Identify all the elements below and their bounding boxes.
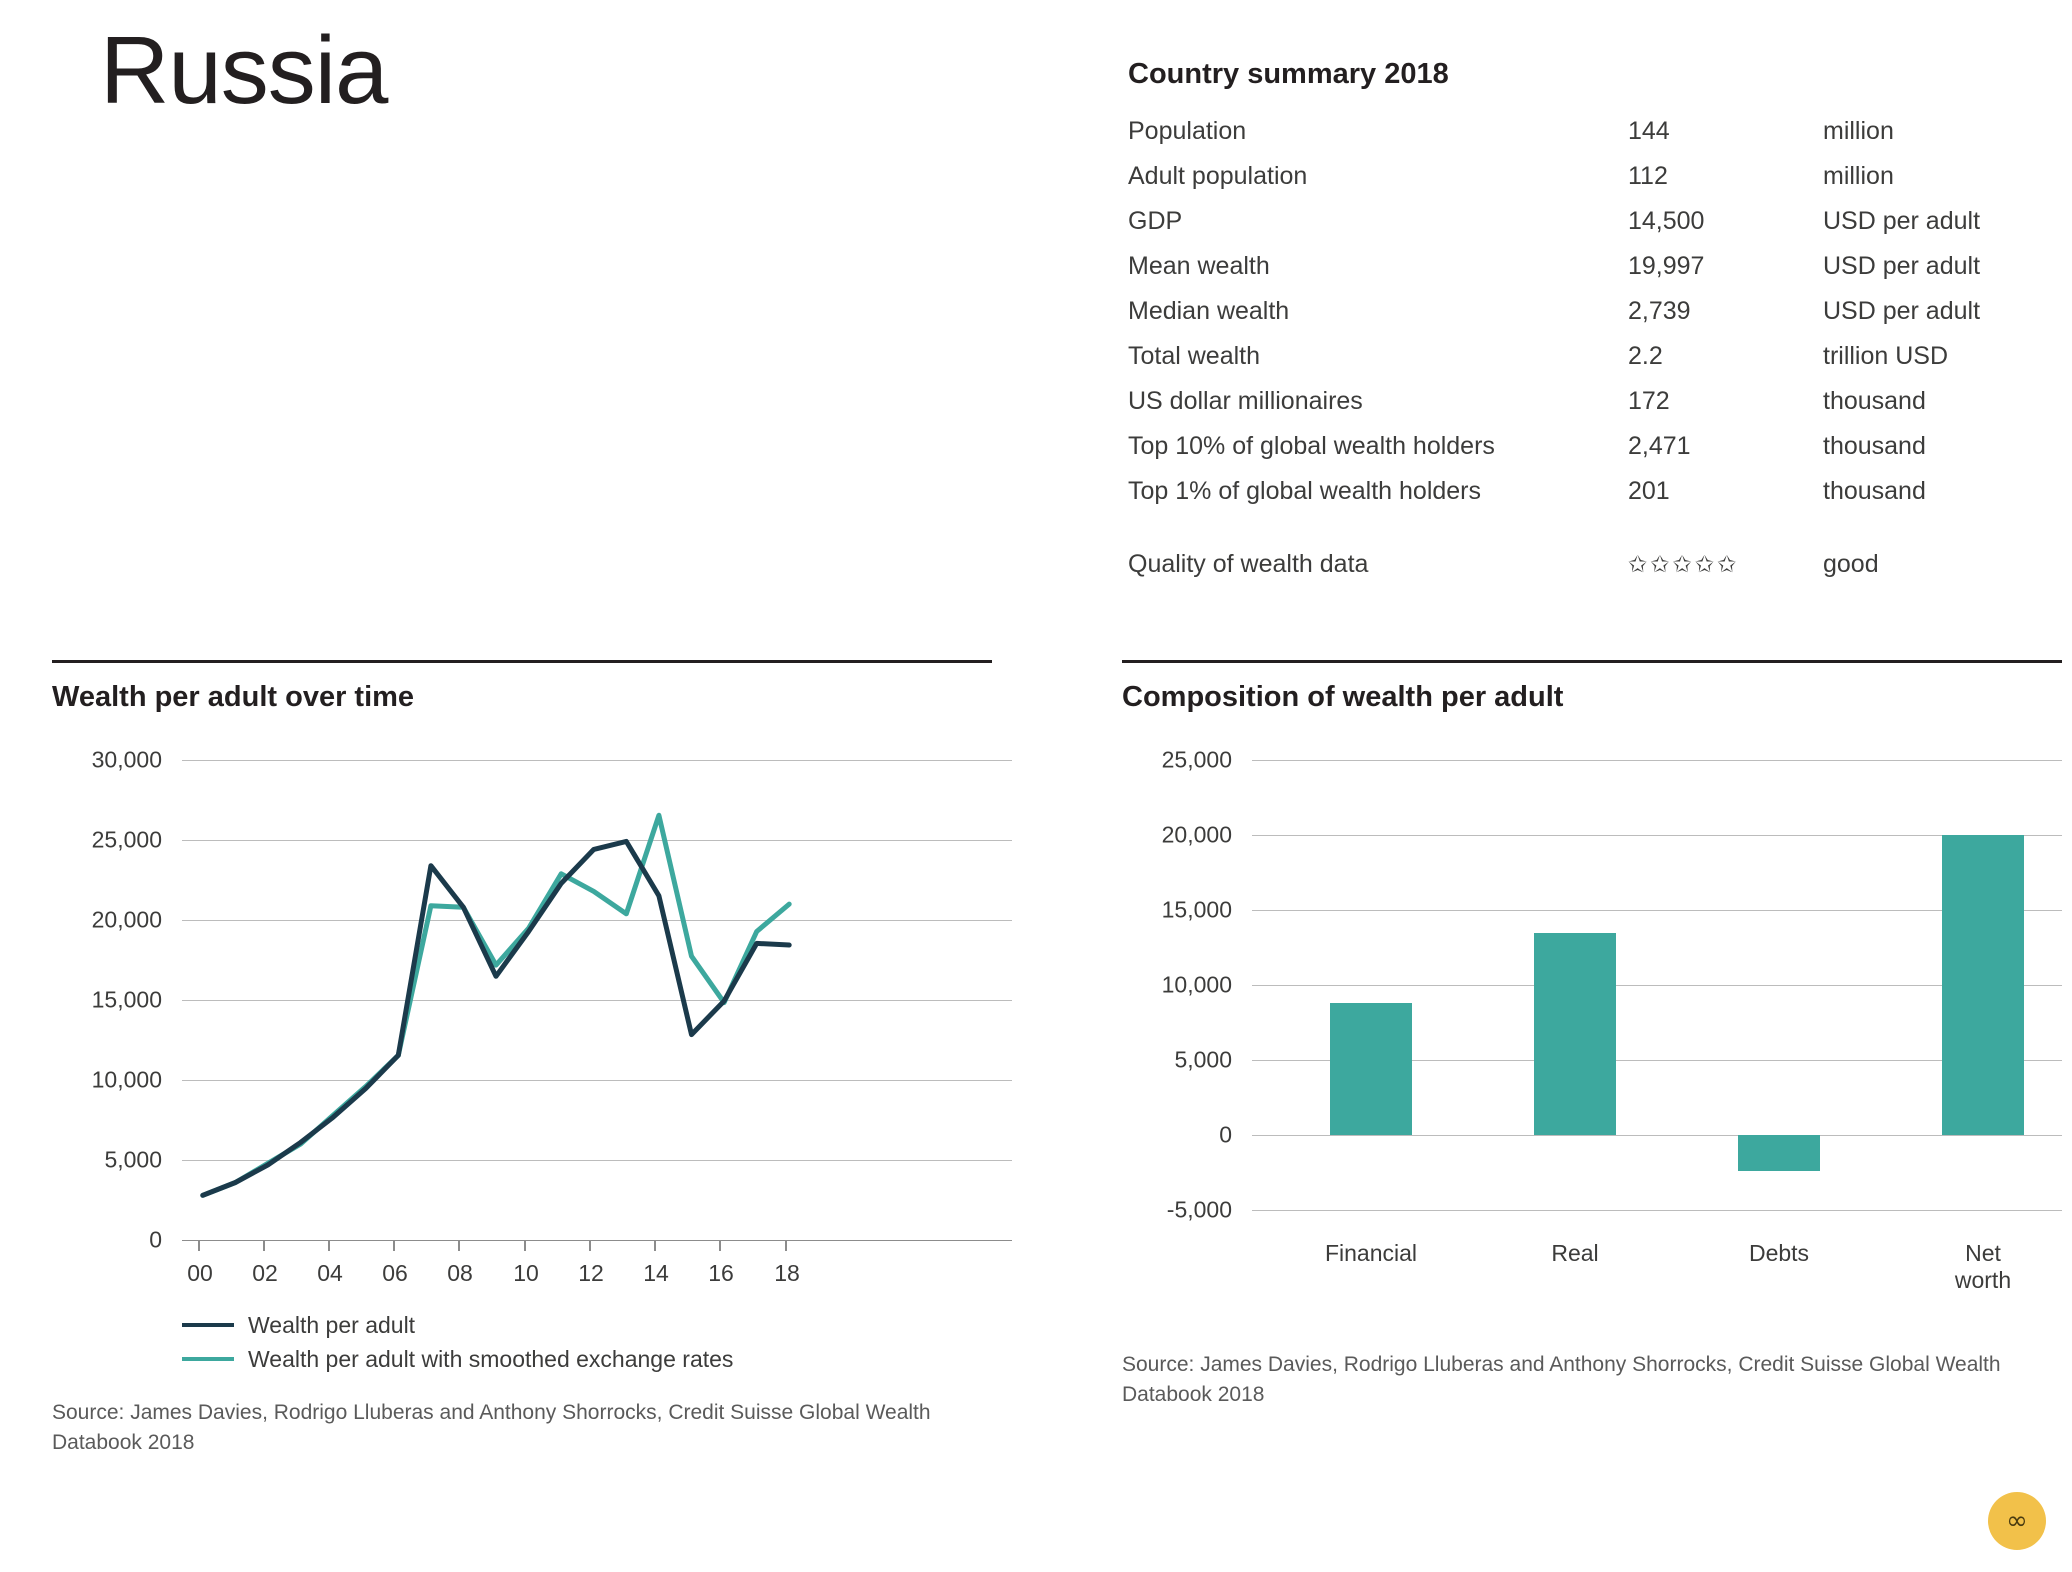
y-tick-label: 0 bbox=[149, 1226, 162, 1253]
x-axis-line bbox=[182, 1240, 1012, 1241]
summary-label: GDP bbox=[1128, 207, 1183, 235]
legend-swatch-icon bbox=[182, 1323, 234, 1327]
y-tick-label: 5,000 bbox=[1174, 1046, 1232, 1073]
bar-debts bbox=[1738, 1135, 1820, 1171]
gridline bbox=[1252, 910, 2062, 911]
panel-header bbox=[1122, 663, 2062, 714]
x-category-label: Financial bbox=[1324, 1240, 1418, 1266]
quality-label: Quality of wealth data bbox=[1128, 550, 1369, 578]
summary-row bbox=[1128, 477, 2008, 522]
x-tickmark bbox=[393, 1241, 395, 1251]
summary-unit: thousand bbox=[1823, 477, 1926, 505]
summary-row bbox=[1128, 297, 2008, 342]
source-note: Source: James Davies, Rodrigo Lluberas and Anthony Shorrocks, Credit Suisse Global Wealth Databook 2018 bbox=[52, 1401, 931, 1455]
x-tick-label: 00 bbox=[187, 1260, 213, 1286]
y-tick-label: 25,000 bbox=[1161, 746, 1232, 773]
logo-glyph: ∞ bbox=[2006, 1506, 2028, 1536]
line-chart-legend bbox=[182, 1308, 992, 1376]
summary-unit: trillion USD bbox=[1823, 342, 1949, 370]
gridline bbox=[1252, 1210, 2062, 1211]
x-tickmark bbox=[654, 1241, 656, 1251]
legend-label: Wealth per adult bbox=[248, 1311, 416, 1338]
x-tick-label: 08 bbox=[447, 1260, 473, 1286]
source-note: Source: James Davies, Rodrigo Lluberas and Anthony Shorrocks, Credit Suisse Global Wealth Databook 2018 bbox=[1122, 1353, 2001, 1407]
quality-rating: good bbox=[1823, 550, 1879, 578]
line-chart bbox=[52, 730, 992, 1290]
gridline bbox=[1252, 1135, 2062, 1136]
x-category-label: Debts bbox=[1748, 1240, 1810, 1266]
summary-value: 2,471 bbox=[1628, 432, 1691, 460]
summary-value: 14,500 bbox=[1628, 207, 1705, 235]
legend-item bbox=[182, 1342, 992, 1376]
summary-value: 172 bbox=[1628, 387, 1670, 415]
x-category-label: Real bbox=[1551, 1240, 1599, 1266]
summary-unit: USD per adult bbox=[1823, 252, 1981, 280]
page-title: Russia bbox=[100, 17, 388, 124]
x-tick-label: 18 bbox=[774, 1260, 800, 1286]
logo bbox=[1988, 1492, 2046, 1550]
x-tick-label: 04 bbox=[317, 1260, 343, 1286]
summary-row bbox=[1128, 342, 2008, 387]
x-tickmark bbox=[458, 1241, 460, 1251]
legend-item bbox=[182, 1308, 992, 1342]
x-tickmark bbox=[524, 1241, 526, 1251]
summary-label: US dollar millionaires bbox=[1128, 387, 1363, 415]
y-tick-label: 5,000 bbox=[104, 1146, 162, 1173]
bar-financial bbox=[1330, 1003, 1412, 1135]
summary-row-quality bbox=[1128, 550, 2008, 595]
wealth-over-time-panel bbox=[52, 660, 992, 1459]
panel-header bbox=[52, 663, 992, 714]
country-summary-heading: Country summary 2018 bbox=[1128, 58, 1449, 90]
x-tick-label: 12 bbox=[578, 1260, 604, 1286]
summary-value: 112 bbox=[1628, 162, 1668, 190]
x-tick-label: 02 bbox=[252, 1260, 278, 1286]
x-tick-label: 14 bbox=[643, 1260, 669, 1286]
x-tick-label: 10 bbox=[513, 1260, 539, 1286]
summary-unit: thousand bbox=[1823, 432, 1926, 460]
y-tick-label: 0 bbox=[1219, 1121, 1232, 1148]
summary-label: Top 10% of global wealth holders bbox=[1128, 432, 1495, 460]
y-tick-label: 20,000 bbox=[91, 906, 162, 933]
y-tick-label: 10,000 bbox=[91, 1066, 162, 1093]
summary-unit: USD per adult bbox=[1823, 207, 1981, 235]
series-smoothed-line bbox=[203, 815, 789, 1195]
y-tick-label: 20,000 bbox=[1161, 821, 1232, 848]
summary-row bbox=[1128, 117, 2008, 162]
summary-row bbox=[1128, 162, 2008, 207]
panel-title: Composition of wealth per adult bbox=[1122, 681, 1564, 713]
summary-label: Total wealth bbox=[1128, 342, 1261, 370]
y-tick-label: 15,000 bbox=[91, 986, 162, 1013]
summary-unit: million bbox=[1823, 117, 1894, 145]
panel-title: Wealth per adult over time bbox=[52, 681, 415, 713]
summary-row bbox=[1128, 387, 2008, 432]
y-tick-label: 15,000 bbox=[1161, 896, 1232, 923]
y-tick-label: 10,000 bbox=[1161, 971, 1232, 998]
x-tickmark bbox=[263, 1241, 265, 1251]
composition-of-wealth-panel bbox=[1122, 660, 2062, 1411]
summary-value: 201 bbox=[1628, 477, 1670, 505]
line-chart-plot bbox=[52, 730, 992, 1290]
summary-row bbox=[1128, 207, 2008, 252]
summary-value: 144 bbox=[1628, 117, 1670, 145]
summary-value: 2,739 bbox=[1628, 297, 1691, 325]
summary-row bbox=[1128, 252, 2008, 297]
series-wealth-per-adult-line bbox=[203, 841, 789, 1195]
x-tick-label: 16 bbox=[708, 1260, 734, 1286]
x-tickmark bbox=[719, 1241, 721, 1251]
y-tick-label: -5,000 bbox=[1166, 1196, 1232, 1223]
summary-label: Population bbox=[1128, 117, 1247, 145]
gridline bbox=[1252, 760, 2062, 761]
bar-chart bbox=[1122, 730, 2062, 1350]
bar-real bbox=[1534, 933, 1616, 1135]
summary-label: Adult population bbox=[1128, 162, 1308, 190]
y-tick-label: 25,000 bbox=[91, 826, 162, 853]
gridline bbox=[1252, 985, 2062, 986]
x-tickmark bbox=[589, 1241, 591, 1251]
x-tickmark bbox=[785, 1241, 787, 1251]
bar-net-worth bbox=[1942, 835, 2024, 1135]
x-tickmark bbox=[198, 1241, 200, 1251]
summary-unit: thousand bbox=[1823, 387, 1926, 415]
country-summary-panel bbox=[1128, 58, 2008, 595]
summary-value: 19,997 bbox=[1628, 252, 1705, 280]
legend-label: Wealth per adult with smoothed exchange rates bbox=[248, 1345, 734, 1372]
x-tickmark bbox=[328, 1241, 330, 1251]
gridline bbox=[1252, 835, 2062, 836]
summary-label: Median wealth bbox=[1128, 297, 1290, 325]
x-tick-label: 06 bbox=[382, 1260, 408, 1286]
summary-label: Top 1% of global wealth holders bbox=[1128, 477, 1482, 505]
x-category-label: Net worth bbox=[1954, 1240, 2012, 1293]
y-tick-label: 30,000 bbox=[91, 746, 162, 773]
summary-label: Mean wealth bbox=[1128, 252, 1270, 280]
summary-unit: USD per adult bbox=[1823, 297, 1981, 325]
summary-unit: million bbox=[1823, 162, 1894, 190]
legend-swatch-icon bbox=[182, 1357, 234, 1361]
summary-value: 2.2 bbox=[1628, 342, 1663, 370]
quality-stars: ✩✩✩✩✩ bbox=[1628, 551, 1740, 577]
summary-row bbox=[1128, 432, 2008, 477]
